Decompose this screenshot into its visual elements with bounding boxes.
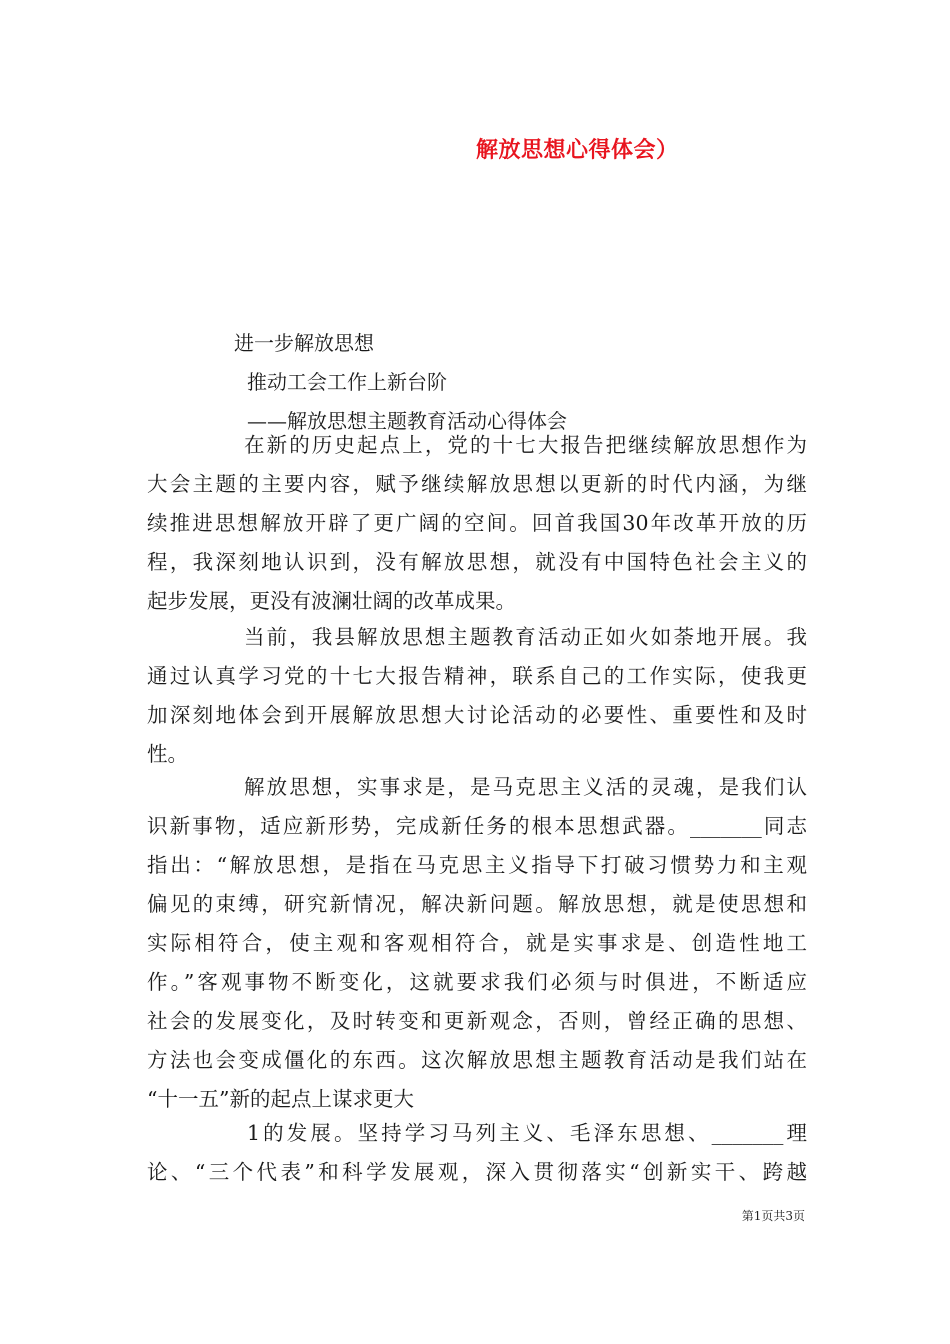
document-title: 解放思想心得体会） <box>476 137 679 163</box>
paragraph-line: 程，我深刻地认识到，没有解放思想，就没有中国特色社会主义的 <box>147 550 807 574</box>
paragraph-line: 性。 <box>147 742 188 766</box>
paragraph-line: 通过认真学习党的十七大报告精神，联系自己的工作实际，使我更 <box>147 664 807 688</box>
paragraph-line: 社会的发展变化，及时转变和更新观念，否则，曾经正确的思想、 <box>147 1009 807 1033</box>
paragraph-line: 在新的历史起点上，党的十七大报告把继续解放思想作为 <box>244 433 807 457</box>
paragraph-line: 当前，我县解放思想主题教育活动正如火如荼地开展。我 <box>244 625 807 649</box>
paragraph-line: 大会主题的主要内容，赋予继续解放思想以更新的时代内涵，为继 <box>147 472 807 496</box>
paragraph-line: 续推进思想解放开辟了更广阔的空间。回首我国30年改革开放的历 <box>147 511 807 535</box>
paragraph-line: 作。”客观事物不断变化，这就要求我们必须与时俱进，不断适应 <box>147 970 807 994</box>
paragraph-line: 识新事物，适应新形势，完成新任务的根本思想武器。_______同志 <box>147 814 807 838</box>
paragraph-line: 加深刻地体会到开展解放思想大讨论活动的必要性、重要性和及时 <box>147 703 807 727</box>
paragraph-2 <box>147 618 807 774</box>
paragraph-4 <box>147 1114 807 1192</box>
paragraph-line: 偏见的束缚，研究新情况，解决新问题。解放思想，就是使思想和 <box>147 892 807 916</box>
paragraph-line: 论、“三个代表”和科学发展观，深入贯彻落实“创新实干、跨越 <box>147 1160 807 1184</box>
paragraph-line: 实际相符合，使主观和客观相符合，就是实事求是、创造性地工 <box>147 931 807 955</box>
paragraph-line: 1的发展。坚持学习马列主义、毛泽东思想、_______理 <box>247 1121 807 1145</box>
paragraph-line: 解放思想，实事求是，是马克思主义活的灵魂，是我们认 <box>244 775 807 799</box>
paragraph-line: 方法也会变成僵化的东西。这次解放思想主题教育活动是我们站在 <box>147 1048 807 1072</box>
paragraph-1 <box>147 426 807 621</box>
paragraph-line: 指出：“解放思想，是指在马克思主义指导下打破习惯势力和主观 <box>147 853 807 877</box>
paragraph-line: “十一五”新的起点上谋求更大 <box>147 1087 414 1111</box>
paragraph-3 <box>147 768 807 1119</box>
page-number-footer: 第1页共3页 <box>741 1209 805 1223</box>
heading-main: 进一步解放思想 <box>234 331 374 355</box>
heading-subtitle: ——解放思想主题教育活动心得体会 <box>247 409 567 433</box>
heading-sub: 推动工会工作上新台阶 <box>247 370 447 394</box>
paragraph-line: 起步发展，更没有波澜壮阔的改革成果。 <box>147 589 516 613</box>
